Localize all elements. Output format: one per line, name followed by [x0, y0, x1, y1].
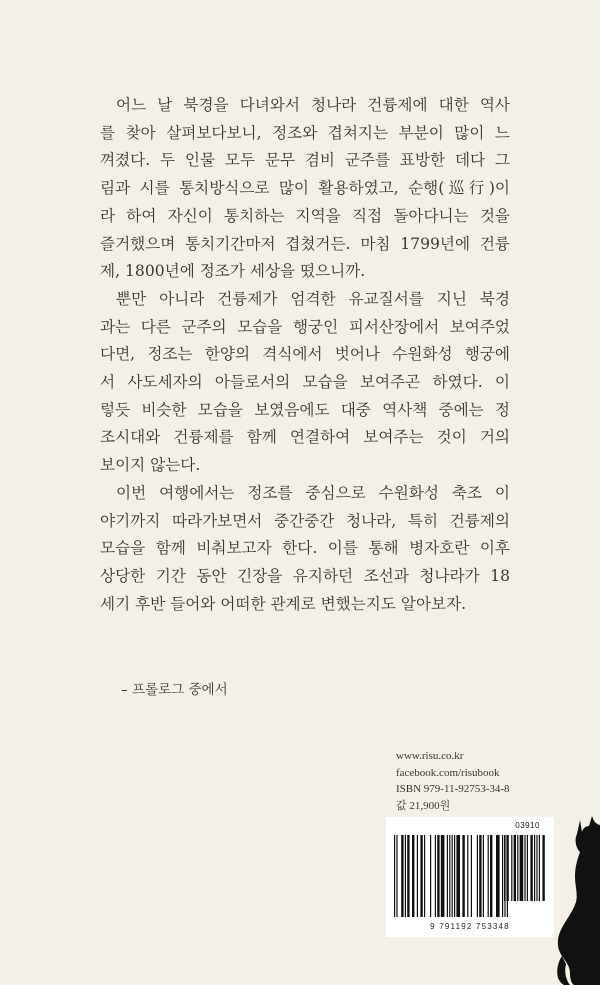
barcode-bar	[490, 835, 492, 917]
isbn: ISBN 979-11-92753-34-8	[396, 783, 510, 795]
barcode-addon-bar	[504, 835, 505, 901]
blurb-line: 껴졌다. 두 인물 모두 문무 겸비 군주를 표방한 데다 그	[100, 151, 510, 170]
blurb-paragraph-2	[100, 286, 510, 480]
blurb-line: 조시대와 건륭제를 함께 연결하여 보여주는 것이 거의	[100, 428, 510, 447]
blurb-line: 보이지 않는다.	[100, 456, 201, 475]
publisher-facebook: facebook.com/risubook	[396, 766, 500, 779]
barcode-addon-bar	[536, 835, 537, 901]
barcode-addon-bar	[511, 835, 512, 901]
barcode-bar	[456, 835, 460, 917]
price: 값 21,900원	[396, 799, 451, 812]
barcode-addon-bar	[539, 835, 540, 901]
barcode-addon-bar	[527, 835, 528, 901]
blurb-line: 세기 후반 들어와 어떠한 관계로 변했는지도 알아보자.	[100, 594, 467, 613]
barcode-bar	[454, 835, 455, 917]
blurb-line: 뿐만 아니라 건륭제가 엄격한 유교질서를 지닌 북경	[116, 289, 510, 308]
blurb-paragraph-3	[100, 480, 510, 619]
blurb-line: 어느 날 북경을 다녀와서 청나라 건륭제에 대한 역사	[116, 96, 510, 114]
barcode-bar	[407, 835, 409, 917]
blurb-line: 즐거했으며 통치기간마저 겹쳤거든. 마침 1799년에 건륭	[100, 234, 510, 253]
barcode-bar	[496, 835, 500, 917]
barcode-bar	[424, 835, 425, 917]
prologue-attribution: – 프롤로그 중에서	[121, 682, 228, 698]
barcode-addon-bar	[542, 835, 544, 901]
barcode-bar	[479, 835, 481, 917]
publisher-info	[396, 748, 510, 814]
barcode-bars-icon	[386, 817, 554, 937]
barcode-bar	[412, 835, 414, 917]
barcode-bar	[394, 835, 395, 917]
blurb-line: 과는 다른 군주의 모습을 행궁인 피서산장에서 보여주었	[100, 317, 510, 336]
barcode-bar	[430, 835, 431, 917]
blurb-line: 를 찾아 살펴보다보니, 정조와 겹쳐지는 부분이 많이 느	[100, 123, 510, 142]
blurb-line: 야기까지 따라가보면서 중간중간 청나라, 특히 건륭제의	[100, 511, 510, 530]
barcode-bar	[441, 835, 445, 917]
barcode-number: 9 791192 753348	[430, 922, 510, 931]
blurb-line: 다면, 정조는 한양의 격식에서 벗어나 수원화성 행궁에	[100, 345, 510, 364]
barcode-addon-bar	[534, 835, 535, 901]
barcode-bar	[435, 835, 436, 917]
blurb-line: 림과 시를 통치방식으로 많이 활용하였고, 순행(巡行)이	[100, 179, 510, 198]
barcode-bar	[488, 835, 489, 917]
barcode-bar	[477, 835, 478, 917]
barcode-addon-number: 03910	[515, 821, 540, 830]
barcode-bar	[437, 835, 439, 917]
blurb-text	[100, 92, 510, 618]
barcode-bar	[467, 835, 468, 917]
barcode-addon-bar	[524, 835, 525, 901]
barcode-bar	[447, 835, 448, 917]
barcode-bar	[420, 835, 422, 917]
barcode-addon-bar	[506, 835, 508, 901]
blurb-line: 이번 여행에서는 정조를 중심으로 수원화성 축조 이	[116, 483, 510, 502]
blurb-line: 렇듯 비슷한 모습을 보였음에도 대중 역사책 중에는 정	[100, 400, 510, 419]
barcode-addon-bar	[530, 835, 532, 901]
barcode-bar	[401, 835, 403, 917]
barcode-bar	[405, 835, 406, 917]
barcode-bar	[462, 835, 464, 917]
barcode-addon-bar	[517, 835, 518, 901]
blurb-line: 모습을 함께 비춰보고자 한다. 이를 통해 병자호란 이후	[100, 539, 510, 558]
barcode-addon-bar	[514, 835, 516, 901]
barcode-bar	[471, 835, 472, 917]
barcode-bar	[483, 835, 484, 917]
blurb-paragraph-1	[100, 92, 510, 286]
blurb-line: 서 사도세자의 아들로서의 모습을 보여주곤 하였다. 이	[100, 373, 510, 392]
cat-silhouette-icon	[556, 810, 600, 985]
blurb-line: 상당한 기간 동안 긴장을 유지하던 조선과 청나라가 18	[100, 566, 510, 585]
publisher-website: www.risu.co.kr	[396, 750, 464, 762]
barcode-addon-bar	[520, 835, 524, 901]
isbn-barcode	[386, 817, 554, 937]
blurb-line: 라 하여 자신이 통치하는 지역을 직접 돌아다니는 것을	[100, 206, 510, 225]
barcode-bar	[452, 835, 453, 917]
barcode-bar	[417, 835, 418, 917]
barcode-bar	[502, 835, 503, 917]
blurb-line: 제, 1800년에 정조가 세상을 떴으니까.	[100, 262, 366, 281]
barcode-bar	[396, 835, 397, 917]
barcode-bar	[449, 835, 450, 917]
